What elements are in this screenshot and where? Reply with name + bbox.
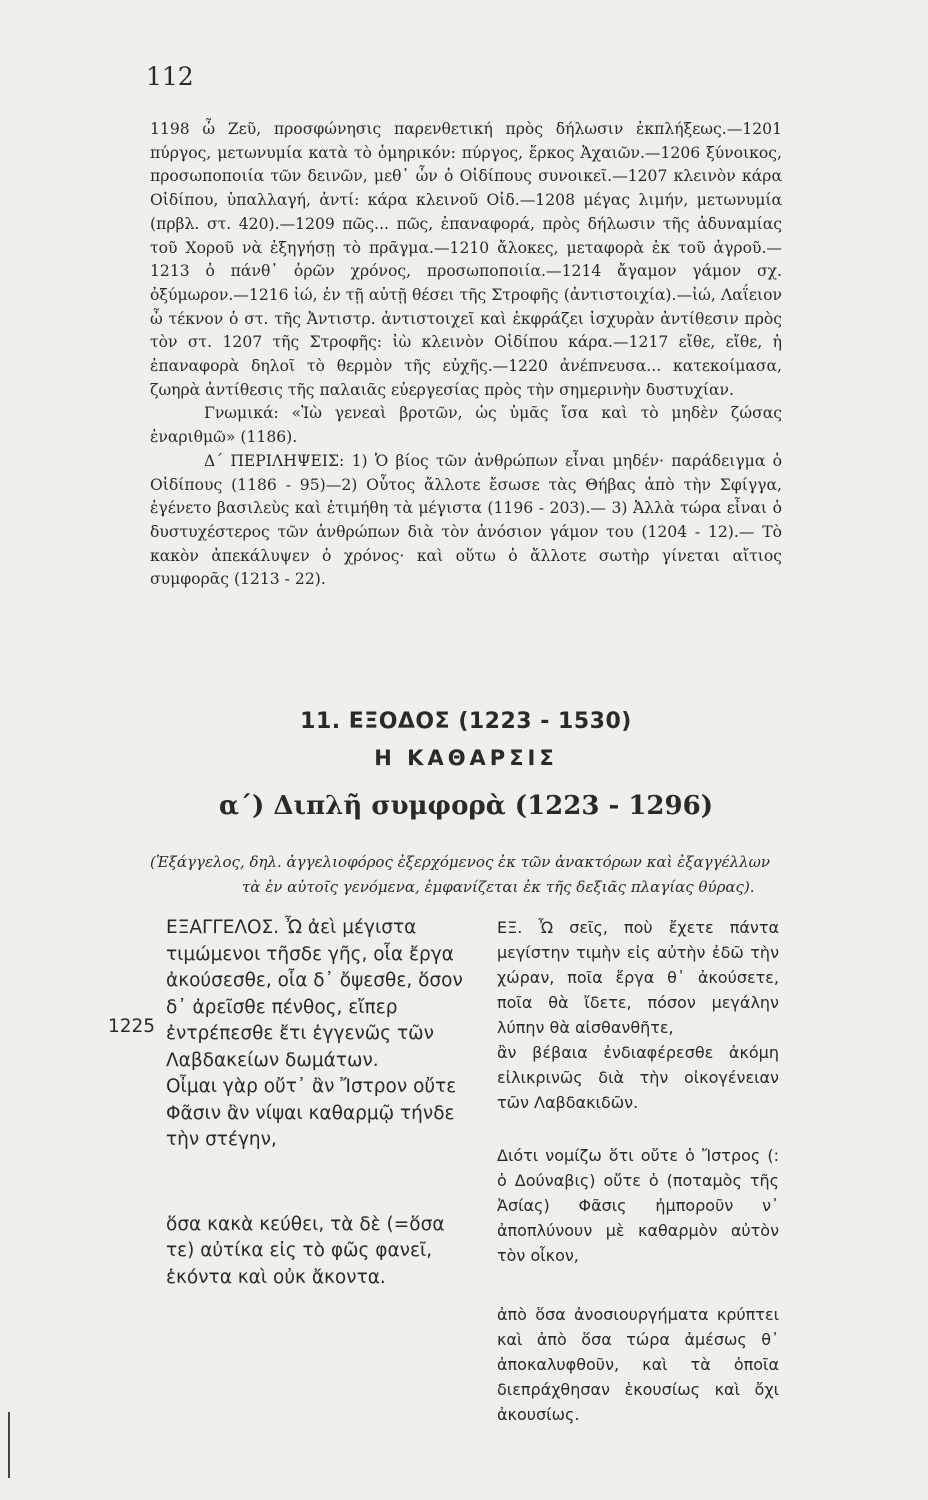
verse-block: Οἶμαι γὰρ οὔτ᾽ ἂν Ἴστρον οὔτε Φᾶσιν ἂν νίψαι καθαρμῷ τήνδε τὴν στέγην,: [166, 1076, 457, 1150]
stage-direction-line: τὰ ἐν αὐτοῖς γενόμενα, ἐμφανίζεται ἐκ τῆς δεξιᾶς πλαγίας θύρας).: [242, 878, 755, 896]
translation-block: ΕΞ. Ὦ σεῖς, ποὺ ἔχετε πάντα μεγίστην τιμὴν εἰς αὐτὴν ἐδῶ τὴν χώραν, ποῖα ἔργα θ᾽ ἀκούσετε, ποῖα θὰ ἴδετε, πόσον μεγάλην λύπην θὰ αἰσθανθῆτε,: [497, 918, 779, 1037]
translation-block: Διότι νομίζω ὅτι οὔτε ὁ Ἴστρος (: ὁ Δούναβις) οὔτε ὁ (ποταμὸς τῆς Ἀσίας) Φᾶσις ἠμποροῦν ν᾽ ἀποπλύνουν μὲ καθαρμὸν αὐτὸν τὸν οἶκον,: [497, 1146, 779, 1265]
original-text-column: [166, 915, 471, 1291]
translation-column: [497, 915, 779, 1427]
section-subtitle: Η ΚΑΘΑΡΣΙΣ: [374, 746, 558, 770]
page-number: 112: [146, 62, 194, 91]
commentary-notes: [150, 118, 782, 592]
maxims-paragraph: Γνωμικά: «Ἰὼ γενεαὶ βροτῶν, ὡς ὑμᾶς ἴσα καὶ τὸ μηδὲν ζώσας ἐναριθμῶ» (1186).: [150, 404, 782, 447]
stage-direction-line: (Ἐξάγγελος, δηλ. ἀγγελιοφόρος ἐξερχόμενος ἐκ τῶν ἀνακτόρων καὶ ἐξαγγέλλων: [150, 853, 770, 871]
translation-block: ἀπὸ ὅσα ἀνοσιουργήματα κρύπτει καὶ ἀπὸ ὅσα τώρα ἀμέσως θ᾽ ἀποκαλυφθοῦν, καὶ τὰ ὁποῖα διεπράχθησαν ἑκουσίως καὶ ὄχι ἀκουσίως.: [497, 1305, 779, 1424]
section-title: 11. ΕΞΟΔΟΣ (1223 - 1530): [300, 709, 632, 734]
verse-block: ὅσα κακὰ κεύθει, τὰ δὲ (=ὅσα τε) αὐτίκα εἰς τὸ φῶς φανεῖ, ἑκόντα καὶ οὐκ ἄκοντα.: [166, 1213, 445, 1288]
stage-direction: [150, 850, 782, 900]
translation-block: ἂν βέβαια ἐνδιαφέρεσθε ἀκόμη εἰλικρινῶς διὰ τὴν οἰκογένειαν τῶν Λαβδακιδῶν.: [497, 1043, 779, 1112]
summaries-paragraph: Δ΄ ΠΕΡΙΛΗΨΕΙΣ: 1) Ὁ βίος τῶν ἀνθρώπων εἶναι μηδέν· παράδειγμα ὁ Οἰδίπους (1186 - 95)—2) Οὗτος ἄλλοτε ἔσωσε τὰς Θήβας ἀπὸ τὴν Σφίγγα, ἐγένετο βασιλεὺς καὶ ἐτιμήθη τὰ μέγιστα (1196 - 203).— 3) Ἀλλὰ τώρα εἶναι ὁ δυστυχέστερος τῶν ἀνθρώπων διὰ τὸν ἀνόσιον γάμον του (1204 - 12).— Τὸ κακὸν ἀπεκάλυψεν ὁ χρόνος· καὶ οὕτω ὁ ἄλλοτε σωτὴρ γίνεται αἴτιος συμφορᾶς (1213 - 22).: [150, 451, 782, 589]
margin-rule: [8, 1412, 10, 1478]
verse-line-number: 1225: [108, 1016, 156, 1037]
part-title: α΄) Διπλῆ συμφορὰ (1223 - 1296): [218, 791, 713, 821]
verse-block: ΕΞΑΓΓΕΛΟΣ. Ὦ ἀεὶ μέγιστα τιμώμενοι τῆσδε γῆς, οἷα ἔργα ἀκούσεσθε, οἷα δ᾽ ὄψεσθε, ὅσον δ᾽ ἀρεῖσθε πένθος, εἴπερ ἐντρέπεσθε ἔτι ἐγγενῶς τῶν Λαβδακείων δωμάτων.: [166, 917, 463, 1071]
commentary-paragraph: 1198 ὦ Ζεῦ, προσφώνησις παρενθετική πρὸς δήλωσιν ἐκπλήξεως.—1201 πύργος, μετωνυμία κατὰ τὸ ὁμηρικόν: πύργος, ἕρκος Ἀχαιῶν.—1206 ξύνοικος, προσωποποιία τῶν δεινῶν, μεθ᾽ ὧν ὁ Οἰδίπους συνοικεῖ.—1207 κλεινὸν κάρα Οἰδίπου, ὑπαλλαγή, ἀντί: κάρα κλεινοῦ Οἰδ.—1208 μέγας λιμήν, μετωνυμία (πρβλ. στ. 420).—1209 πῶς... πῶς, ἐπαναφορά, πρὸς δήλωσιν τῆς ἀδυναμίας τοῦ Χοροῦ νὰ ἐξηγήσῃ τὸ πρᾶγμα.—1210 ἄλοκες, μεταφορὰ ἐκ τοῦ ἀγροῦ.—1213 ὁ πάνθ᾽ ὁρῶν χρόνος, προσωποποιία.—1214 ἄγαμον γάμον σχ. ὀξύμωρον.—1216 ἰώ, ἐν τῇ αὐτῇ θέσει τῆς Στροφῆς (ἀντιστοιχία).—ἰώ, Λαΐειον ὦ τέκνον ὁ στ. τῆς Ἀντιστρ. ἀντιστοιχεῖ καὶ ἐκφράζει ἰσχυρὰν ἀντίθεσιν πρὸς τὸν στ. 1207 τῆς Στροφῆς: ἰὼ κλεινὸν Οἰδίπου κάρα.—1217 εἴθε, εἴθε, ἡ ἐπαναφορὰ δηλοῖ τὸ θερμὸν τῆς εὐχῆς.—1220 ἀνέπνευσα... κατεκοίμασα, ζωηρὰ ἀντίθεσις τῆς παλαιᾶς εὐεργεσίας πρὸς τὴν σημερινὴν δυστυχίαν.: [150, 120, 782, 399]
